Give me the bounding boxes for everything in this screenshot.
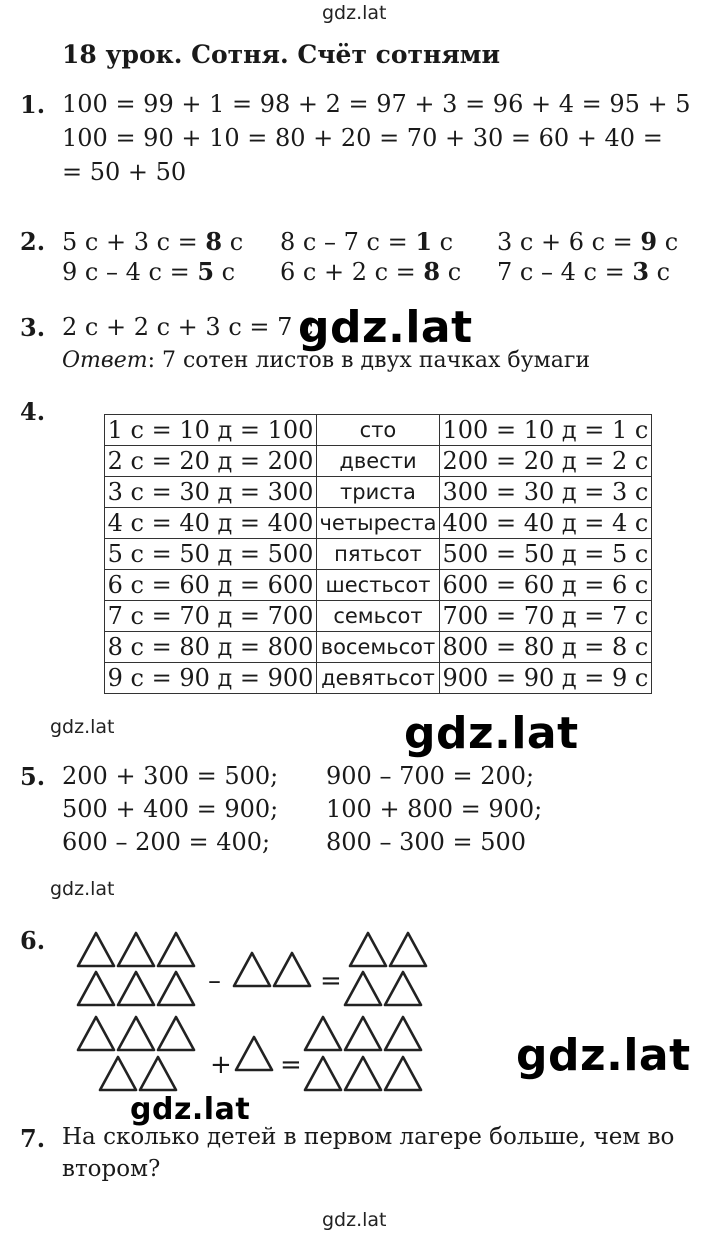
table-row: 6 с = 60 д = 600 шестьсот 600 = 60 д = 6 с	[105, 570, 652, 601]
triangle-icon-group-row4-result	[305, 1057, 421, 1090]
minus-sign: –	[208, 966, 221, 996]
plus-sign: +	[210, 1050, 232, 1080]
exercise-5-right: 800 – 300 = 500	[326, 828, 527, 856]
exercise-7-line: На сколько детей в первом лагере больше, чем во	[62, 1124, 675, 1150]
exercise-7-line: втором?	[62, 1156, 161, 1182]
exercise-4-number: 4.	[20, 397, 46, 426]
exercise-5-left: 200 + 300 = 500;	[62, 762, 279, 790]
exercise-1-number: 1.	[20, 90, 46, 119]
triangle-icon-group-row3-left	[78, 1017, 194, 1050]
exercise-3-number: 3.	[20, 313, 46, 342]
triangle-icon-group-minus	[234, 953, 310, 986]
watermark-bottom: gdz.lat	[322, 1209, 387, 1231]
exercise-2-number: 2.	[20, 227, 46, 256]
exercise-1-line: = 50 + 50	[62, 158, 187, 186]
triangle-icon-group-row3-result	[305, 1017, 421, 1050]
equals-sign: =	[280, 1050, 302, 1080]
watermark-ex6-bottom: gdz.lat	[130, 1092, 251, 1127]
triangle-icon-group-row2-left	[78, 972, 194, 1005]
triangle-icon-group-row1-result	[350, 933, 426, 966]
watermark-top: gdz.lat	[322, 2, 387, 24]
exercise-5-right: 900 – 700 = 200;	[326, 762, 535, 790]
table-row: 5 с = 50 д = 500 пятьсот 500 = 50 д = 5 с	[105, 539, 652, 570]
exercise-5-number: 5.	[20, 762, 46, 791]
exercise-2-item: 7 с – 4 с = 3 с	[497, 257, 671, 286]
equals-sign: =	[320, 966, 342, 996]
exercise-7-number: 7.	[20, 1124, 46, 1153]
table-row: 9 с = 90 д = 900 девятьсот 900 = 90 д = 9 с	[105, 663, 652, 694]
exercise-2-item: 5 с + 3 с = 8 с	[62, 227, 244, 256]
exercise-2-item: 8 с – 7 с = 1 с	[280, 227, 454, 256]
table-row: 7 с = 70 д = 700 семьсот 700 = 70 д = 7 с	[105, 601, 652, 632]
watermark-ex6: gdz.lat	[516, 1030, 691, 1081]
table-row: 4 с = 40 д = 400 четыреста 400 = 40 д = 4 с	[105, 508, 652, 539]
table-row: 1 с = 10 д = 100 сто 100 = 10 д = 1 с	[105, 415, 652, 446]
table-row: 8 с = 80 д = 800 восемьсот 800 = 80 д = 8 с	[105, 632, 652, 663]
exercise-6-number: 6.	[20, 926, 46, 955]
exercise-1-line: 100 = 90 + 10 = 80 + 20 = 70 + 30 = 60 + 40 =	[62, 124, 663, 152]
exercise-3-answer: Ответ: 7 сотен листов в двух пачках бумаги	[62, 348, 591, 373]
exercise-5-right: 100 + 800 = 900;	[326, 795, 543, 823]
watermark-ex5: gdz.lat	[50, 878, 115, 900]
exercise-5-left: 500 + 400 = 900;	[62, 795, 279, 823]
exercise-3-expression: 2 с + 2 с + 3 с = 7 с	[62, 313, 314, 341]
triangle-icon-group-row2-result	[345, 972, 421, 1005]
table-row: 2 с = 20 д = 200 двести 200 = 20 д = 2 с	[105, 446, 652, 477]
exercise-1-line: 100 = 99 + 1 = 98 + 2 = 97 + 3 = 96 + 4 = 95 + 5	[62, 90, 691, 118]
watermark-table-big: gdz.lat	[398, 708, 585, 759]
watermark-table-small: gdz.lat	[50, 716, 115, 738]
exercise-2-item: 9 с – 4 с = 5 с	[62, 257, 236, 286]
table-row: 3 с = 30 д = 300 триста 300 = 30 д = 3 с	[105, 477, 652, 508]
page-title: 18 урок. Сотня. Счёт сотнями	[62, 40, 501, 69]
triangle-icon-group-row1-left	[78, 933, 194, 966]
exercise-2-item: 3 с + 6 с = 9 с	[497, 227, 679, 256]
triangle-icon-group-row4-left	[100, 1057, 176, 1090]
exercise-5-left: 600 – 200 = 400;	[62, 828, 271, 856]
exercise-2-item: 6 с + 2 с = 8 с	[280, 257, 462, 286]
watermark-ex3: gdz.lat	[298, 302, 473, 353]
triangle-icon-group-plus	[236, 1037, 272, 1070]
